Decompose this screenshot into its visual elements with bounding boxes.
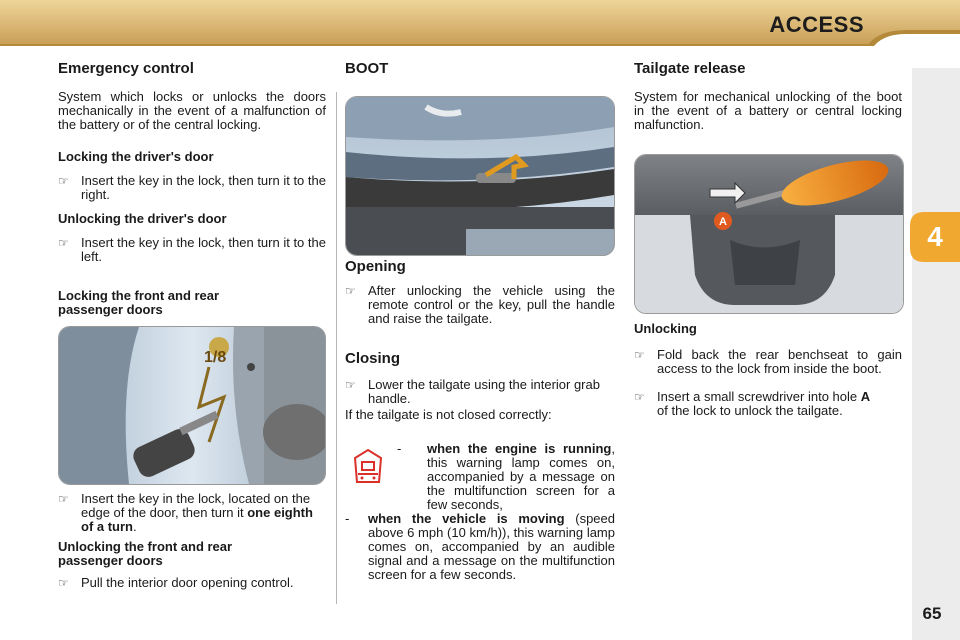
boot-photo — [345, 96, 615, 256]
page-number: 65 — [922, 604, 942, 623]
column-divider — [336, 92, 337, 604]
bullet-icon: ☞ — [58, 236, 69, 250]
locking-driver-heading: Locking the driver's door — [58, 149, 214, 164]
page-header — [0, 0, 960, 46]
bullet-icon: ☞ — [634, 390, 645, 404]
bullet-icon: ☞ — [634, 348, 645, 362]
tailgate-release-intro: System for mechanical unlocking of the boot in the event of a battery or central locking malfunction. — [634, 89, 902, 132]
closing-heading: Closing — [345, 350, 400, 367]
hole-a-marker: A — [719, 216, 727, 228]
tailgate-lock-illustration — [635, 155, 903, 313]
emergency-intro: System which locks or unlocks the doors mechanically in the event of a malfunction of the battery or of the central locking. — [58, 89, 326, 132]
chapter-number: 4 — [927, 221, 943, 252]
emergency-control-title: Emergency control — [58, 60, 194, 77]
door-lock-illustration — [59, 327, 325, 484]
bullet-icon: ☞ — [345, 378, 356, 392]
eighth-turn-label: 1/8 — [204, 349, 227, 366]
not-closed-text: If the tailgate is not closed correctly: — [345, 407, 552, 422]
opening-heading: Opening — [345, 258, 406, 275]
locking-front-rear-heading: Locking the front and rear passenger doors — [58, 288, 220, 317]
tailgate-release-title: Tailgate release — [634, 60, 746, 77]
bullet-icon: ☞ — [58, 174, 69, 188]
unlocking-driver-heading: Unlocking the driver's door — [58, 211, 227, 226]
door-lock-photo — [58, 326, 326, 485]
side-margin-bar — [912, 68, 960, 640]
bullet-icon: ☞ — [58, 492, 69, 506]
section-title: ACCESS — [769, 12, 864, 37]
bullet-icon: ☞ — [58, 576, 69, 590]
tailgate-lock-photo — [634, 154, 904, 314]
boot-title: BOOT — [345, 60, 389, 77]
boot-illustration — [346, 97, 614, 255]
tailgate-warning-lamp-icon — [353, 448, 383, 486]
unlocking-front-rear-heading: Unlocking the front and rear passenger doors — [58, 539, 233, 568]
bullet-icon: ☞ — [345, 284, 356, 298]
unlocking-heading: Unlocking — [634, 321, 697, 336]
